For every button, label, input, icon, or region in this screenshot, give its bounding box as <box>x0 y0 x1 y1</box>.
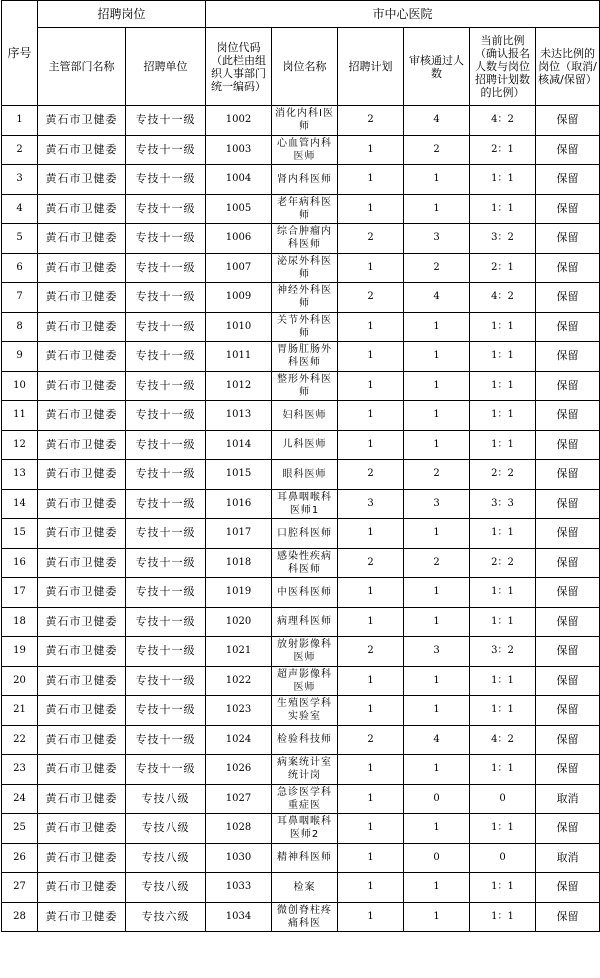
code-cell: 1028 <box>206 814 272 844</box>
passed-cell: 2 <box>404 548 470 578</box>
plan-cell: 2 <box>338 548 404 578</box>
seq-cell: 11 <box>2 401 38 431</box>
table-row <box>2 165 600 195</box>
dept-cell: 黄石市卫健委 <box>38 401 126 431</box>
passed-cell: 1 <box>404 165 470 195</box>
seq-cell: 23 <box>2 755 38 785</box>
passed-cell: 1 <box>404 194 470 224</box>
status-cell: 取消 <box>536 784 600 814</box>
code-cell: 1002 <box>206 106 272 136</box>
seq-cell: 22 <box>2 725 38 755</box>
ratio-cell: 4：2 <box>470 106 536 136</box>
status-cell: 保留 <box>536 194 600 224</box>
dept-cell: 黄石市卫健委 <box>38 135 126 165</box>
table-row <box>2 342 600 372</box>
passed-cell: 0 <box>404 784 470 814</box>
passed-cell: 1 <box>404 814 470 844</box>
status-cell: 取消 <box>536 843 600 873</box>
plan-header: 招聘计划 <box>338 28 404 106</box>
post-cell: 病案统计室统计岗 <box>272 755 338 785</box>
table-row <box>2 401 600 431</box>
seq-cell: 18 <box>2 607 38 637</box>
status-cell: 保留 <box>536 725 600 755</box>
dept-cell: 黄石市卫健委 <box>38 460 126 490</box>
unit-cell: 专技十一级 <box>126 460 206 490</box>
dept-cell: 黄石市卫健委 <box>38 165 126 195</box>
recruitment-table <box>1 0 600 932</box>
plan-cell: 1 <box>338 401 404 431</box>
seq-cell: 16 <box>2 548 38 578</box>
ratio-cell: 1：1 <box>470 430 536 460</box>
code-cell: 1005 <box>206 194 272 224</box>
unit-cell: 专技十一级 <box>126 489 206 519</box>
unit-cell: 专技十一级 <box>126 519 206 549</box>
plan-cell: 1 <box>338 578 404 608</box>
ratio-cell: 0 <box>470 784 536 814</box>
post-cell: 耳鼻咽喉科医师1 <box>272 489 338 519</box>
code-cell: 1004 <box>206 165 272 195</box>
table-row <box>2 135 600 165</box>
unit-header: 招聘单位 <box>126 28 206 106</box>
post-cell: 口腔科医师 <box>272 519 338 549</box>
table-row <box>2 755 600 785</box>
dept-cell: 黄石市卫健委 <box>38 902 126 932</box>
status-cell: 保留 <box>536 873 600 903</box>
unit-cell: 专技十一级 <box>126 607 206 637</box>
post-cell: 神经外科医师 <box>272 283 338 313</box>
seq-cell: 7 <box>2 283 38 313</box>
plan-cell: 1 <box>338 165 404 195</box>
dept-cell: 黄石市卫健委 <box>38 371 126 401</box>
passed-cell: 1 <box>404 578 470 608</box>
ratio-cell: 0 <box>470 843 536 873</box>
ratio-cell: 4：2 <box>470 725 536 755</box>
post-cell: 急诊医学科重症医 <box>272 784 338 814</box>
code-cell: 1009 <box>206 283 272 313</box>
passed-header: 审核通过人数 <box>404 28 470 106</box>
code-cell: 1020 <box>206 607 272 637</box>
code-cell: 1007 <box>206 253 272 283</box>
plan-cell: 1 <box>338 814 404 844</box>
unit-cell: 专技十一级 <box>126 430 206 460</box>
status-cell: 保留 <box>536 548 600 578</box>
post-cell: 消化内科Ⅰ医师 <box>272 106 338 136</box>
table-row <box>2 843 600 873</box>
post-cell: 眼科医师 <box>272 460 338 490</box>
dept-cell: 黄石市卫健委 <box>38 194 126 224</box>
seq-cell: 3 <box>2 165 38 195</box>
ratio-cell: 1：1 <box>470 519 536 549</box>
passed-cell: 1 <box>404 371 470 401</box>
passed-cell: 2 <box>404 460 470 490</box>
table-row <box>2 489 600 519</box>
seq-cell: 6 <box>2 253 38 283</box>
unit-cell: 专技十一级 <box>126 224 206 254</box>
passed-cell: 4 <box>404 725 470 755</box>
hospital-group-header: 市中心医院 <box>206 1 600 28</box>
ratio-cell: 1：1 <box>470 873 536 903</box>
table-row <box>2 666 600 696</box>
passed-cell: 3 <box>404 489 470 519</box>
status-cell: 保留 <box>536 106 600 136</box>
dept-cell: 黄石市卫健委 <box>38 312 126 342</box>
code-cell: 1026 <box>206 755 272 785</box>
table-row <box>2 283 600 313</box>
ratio-cell: 3：3 <box>470 489 536 519</box>
table-row <box>2 312 600 342</box>
plan-cell: 1 <box>338 253 404 283</box>
ratio-cell: 1：1 <box>470 814 536 844</box>
seq-header: 序号 <box>2 1 38 106</box>
plan-cell: 1 <box>338 843 404 873</box>
unit-cell: 专技十一级 <box>126 342 206 372</box>
ratio-cell: 1：1 <box>470 342 536 372</box>
status-cell: 保留 <box>536 165 600 195</box>
ratio-header: 当前比例（确认报名人数与岗位招聘计划数的比例） <box>470 28 536 106</box>
dept-cell: 黄石市卫健委 <box>38 666 126 696</box>
post-cell: 病理科医师 <box>272 607 338 637</box>
post-cell: 关节外科医师 <box>272 312 338 342</box>
ratio-cell: 2：1 <box>470 253 536 283</box>
post-cell: 耳鼻咽喉科医师2 <box>272 814 338 844</box>
plan-cell: 1 <box>338 135 404 165</box>
plan-cell: 2 <box>338 725 404 755</box>
seq-cell: 24 <box>2 784 38 814</box>
post-header: 岗位名称 <box>272 28 338 106</box>
plan-cell: 1 <box>338 873 404 903</box>
unit-cell: 专技八级 <box>126 843 206 873</box>
post-cell: 老年病科医师 <box>272 194 338 224</box>
status-cell: 保留 <box>536 253 600 283</box>
ratio-cell: 1：1 <box>470 578 536 608</box>
seq-cell: 26 <box>2 843 38 873</box>
table-body <box>2 106 600 932</box>
code-cell: 1012 <box>206 371 272 401</box>
unit-cell: 专技十一级 <box>126 666 206 696</box>
post-cell: 心血管内科医师 <box>272 135 338 165</box>
plan-cell: 1 <box>338 902 404 932</box>
seq-cell: 20 <box>2 666 38 696</box>
unit-cell: 专技十一级 <box>126 725 206 755</box>
seq-cell: 21 <box>2 696 38 726</box>
plan-cell: 2 <box>338 283 404 313</box>
code-cell: 1024 <box>206 725 272 755</box>
ratio-cell: 1：1 <box>470 194 536 224</box>
plan-cell: 2 <box>338 106 404 136</box>
code-cell: 1015 <box>206 460 272 490</box>
status-cell: 保留 <box>536 519 600 549</box>
ratio-cell: 1：1 <box>470 312 536 342</box>
passed-cell: 1 <box>404 755 470 785</box>
seq-cell: 27 <box>2 873 38 903</box>
passed-cell: 1 <box>404 312 470 342</box>
post-cell: 放射影像科医师 <box>272 637 338 667</box>
passed-cell: 1 <box>404 902 470 932</box>
post-cell: 儿科医师 <box>272 430 338 460</box>
dept-cell: 黄石市卫健委 <box>38 224 126 254</box>
table-row <box>2 696 600 726</box>
ratio-cell: 3：2 <box>470 637 536 667</box>
code-cell: 1016 <box>206 489 272 519</box>
status-cell: 保留 <box>536 607 600 637</box>
status-cell: 保留 <box>536 135 600 165</box>
dept-cell: 黄石市卫健委 <box>38 489 126 519</box>
plan-cell: 1 <box>338 784 404 814</box>
passed-cell: 1 <box>404 696 470 726</box>
passed-cell: 2 <box>404 253 470 283</box>
status-cell: 保留 <box>536 902 600 932</box>
status-cell: 保留 <box>536 430 600 460</box>
plan-cell: 1 <box>338 430 404 460</box>
passed-cell: 1 <box>404 519 470 549</box>
status-header: 未达比例的岗位（取消/核减/保留） <box>536 28 600 106</box>
unit-cell: 专技六级 <box>126 902 206 932</box>
code-cell: 1027 <box>206 784 272 814</box>
table-row <box>2 607 600 637</box>
dept-cell: 黄石市卫健委 <box>38 696 126 726</box>
passed-cell: 1 <box>404 607 470 637</box>
seq-cell: 28 <box>2 902 38 932</box>
seq-cell: 1 <box>2 106 38 136</box>
seq-cell: 19 <box>2 637 38 667</box>
plan-cell: 1 <box>338 342 404 372</box>
post-cell: 超声影像科医师 <box>272 666 338 696</box>
table-row <box>2 106 600 136</box>
recruitment-post-group-header: 招聘岗位 <box>38 1 206 28</box>
table-row <box>2 814 600 844</box>
passed-cell: 1 <box>404 666 470 696</box>
ratio-cell: 1：1 <box>470 755 536 785</box>
code-header: 岗位代码（此栏由组织人事部门统一编码） <box>206 28 272 106</box>
ratio-cell: 1：1 <box>470 607 536 637</box>
dept-cell: 黄石市卫健委 <box>38 283 126 313</box>
status-cell: 保留 <box>536 342 600 372</box>
code-cell: 1014 <box>206 430 272 460</box>
code-cell: 1030 <box>206 843 272 873</box>
code-cell: 1019 <box>206 578 272 608</box>
table-row <box>2 253 600 283</box>
unit-cell: 专技十一级 <box>126 312 206 342</box>
status-cell: 保留 <box>536 283 600 313</box>
code-cell: 1021 <box>206 637 272 667</box>
table-row <box>2 519 600 549</box>
table-header <box>2 1 600 106</box>
ratio-cell: 2：2 <box>470 460 536 490</box>
passed-cell: 1 <box>404 430 470 460</box>
passed-cell: 2 <box>404 135 470 165</box>
unit-cell: 专技十一级 <box>126 371 206 401</box>
code-cell: 1033 <box>206 873 272 903</box>
unit-cell: 专技十一级 <box>126 548 206 578</box>
plan-cell: 1 <box>338 519 404 549</box>
unit-cell: 专技十一级 <box>126 755 206 785</box>
status-cell: 保留 <box>536 755 600 785</box>
dept-cell: 黄石市卫健委 <box>38 725 126 755</box>
dept-cell: 黄石市卫健委 <box>38 519 126 549</box>
dept-cell: 黄石市卫健委 <box>38 637 126 667</box>
code-cell: 1017 <box>206 519 272 549</box>
status-cell: 保留 <box>536 224 600 254</box>
seq-cell: 5 <box>2 224 38 254</box>
unit-cell: 专技八级 <box>126 873 206 903</box>
table-row <box>2 430 600 460</box>
plan-cell: 2 <box>338 460 404 490</box>
post-cell: 综合肿瘤内科医师 <box>272 224 338 254</box>
status-cell: 保留 <box>536 814 600 844</box>
seq-cell: 17 <box>2 578 38 608</box>
passed-cell: 1 <box>404 401 470 431</box>
passed-cell: 1 <box>404 342 470 372</box>
code-cell: 1010 <box>206 312 272 342</box>
ratio-cell: 1：1 <box>470 401 536 431</box>
seq-cell: 25 <box>2 814 38 844</box>
unit-cell: 专技十一级 <box>126 696 206 726</box>
table-row <box>2 873 600 903</box>
dept-cell: 黄石市卫健委 <box>38 548 126 578</box>
ratio-cell: 3：2 <box>470 224 536 254</box>
code-cell: 1006 <box>206 224 272 254</box>
passed-cell: 3 <box>404 637 470 667</box>
plan-cell: 3 <box>338 489 404 519</box>
post-cell: 中医科医师 <box>272 578 338 608</box>
seq-cell: 9 <box>2 342 38 372</box>
table-row <box>2 194 600 224</box>
unit-cell: 专技十一级 <box>126 135 206 165</box>
dept-cell: 黄石市卫健委 <box>38 843 126 873</box>
status-cell: 保留 <box>536 460 600 490</box>
status-cell: 保留 <box>536 371 600 401</box>
ratio-cell: 1：1 <box>470 902 536 932</box>
post-cell: 妇科医师 <box>272 401 338 431</box>
plan-cell: 2 <box>338 637 404 667</box>
table-row <box>2 371 600 401</box>
unit-cell: 专技十一级 <box>126 283 206 313</box>
post-cell: 肾内科医师 <box>272 165 338 195</box>
unit-cell: 专技十一级 <box>126 401 206 431</box>
dept-cell: 黄石市卫健委 <box>38 430 126 460</box>
post-cell: 微创脊柱疼痛科医 <box>272 902 338 932</box>
dept-cell: 黄石市卫健委 <box>38 784 126 814</box>
table-row <box>2 578 600 608</box>
passed-cell: 4 <box>404 283 470 313</box>
code-cell: 1013 <box>206 401 272 431</box>
dept-cell: 黄石市卫健委 <box>38 607 126 637</box>
table-row <box>2 548 600 578</box>
dept-cell: 黄石市卫健委 <box>38 253 126 283</box>
ratio-cell: 2：2 <box>470 548 536 578</box>
dept-header: 主管部门名称 <box>38 28 126 106</box>
seq-cell: 15 <box>2 519 38 549</box>
passed-cell: 4 <box>404 106 470 136</box>
unit-cell: 专技十一级 <box>126 637 206 667</box>
post-cell: 整形外科医师 <box>272 371 338 401</box>
status-cell: 保留 <box>536 401 600 431</box>
code-cell: 1018 <box>206 548 272 578</box>
post-cell: 胃肠肛肠外科医师 <box>272 342 338 372</box>
ratio-cell: 4：2 <box>470 283 536 313</box>
status-cell: 保留 <box>536 489 600 519</box>
unit-cell: 专技八级 <box>126 784 206 814</box>
code-cell: 1023 <box>206 696 272 726</box>
status-cell: 保留 <box>536 578 600 608</box>
dept-cell: 黄石市卫健委 <box>38 106 126 136</box>
passed-cell: 3 <box>404 224 470 254</box>
ratio-cell: 2：1 <box>470 135 536 165</box>
unit-cell: 专技十一级 <box>126 106 206 136</box>
table-row <box>2 224 600 254</box>
post-cell: 检验科技师 <box>272 725 338 755</box>
post-cell: 泌尿外科医师 <box>272 253 338 283</box>
passed-cell: 1 <box>404 873 470 903</box>
status-cell: 保留 <box>536 666 600 696</box>
code-cell: 1011 <box>206 342 272 372</box>
unit-cell: 专技十一级 <box>126 194 206 224</box>
unit-cell: 专技八级 <box>126 814 206 844</box>
dept-cell: 黄石市卫健委 <box>38 814 126 844</box>
seq-cell: 10 <box>2 371 38 401</box>
seq-cell: 8 <box>2 312 38 342</box>
plan-cell: 1 <box>338 696 404 726</box>
ratio-cell: 1：1 <box>470 371 536 401</box>
plan-cell: 1 <box>338 607 404 637</box>
status-cell: 保留 <box>536 696 600 726</box>
table-row <box>2 725 600 755</box>
dept-cell: 黄石市卫健委 <box>38 342 126 372</box>
code-cell: 1034 <box>206 902 272 932</box>
plan-cell: 1 <box>338 312 404 342</box>
dept-cell: 黄石市卫健委 <box>38 873 126 903</box>
plan-cell: 1 <box>338 755 404 785</box>
passed-cell: 0 <box>404 843 470 873</box>
seq-cell: 4 <box>2 194 38 224</box>
post-cell: 生殖医学科实验室 <box>272 696 338 726</box>
unit-cell: 专技十一级 <box>126 253 206 283</box>
seq-cell: 14 <box>2 489 38 519</box>
table-row <box>2 460 600 490</box>
dept-cell: 黄石市卫健委 <box>38 578 126 608</box>
ratio-cell: 1：1 <box>470 165 536 195</box>
status-cell: 保留 <box>536 312 600 342</box>
plan-cell: 1 <box>338 666 404 696</box>
post-cell: 检案 <box>272 873 338 903</box>
seq-cell: 2 <box>2 135 38 165</box>
seq-cell: 13 <box>2 460 38 490</box>
plan-cell: 1 <box>338 194 404 224</box>
ratio-cell: 1：1 <box>470 666 536 696</box>
unit-cell: 专技十一级 <box>126 165 206 195</box>
seq-cell: 12 <box>2 430 38 460</box>
table-row <box>2 902 600 932</box>
unit-cell: 专技十一级 <box>126 578 206 608</box>
plan-cell: 1 <box>338 371 404 401</box>
post-cell: 精神科医师 <box>272 843 338 873</box>
code-cell: 1022 <box>206 666 272 696</box>
ratio-cell: 1：1 <box>470 696 536 726</box>
status-cell: 保留 <box>536 637 600 667</box>
table-row <box>2 784 600 814</box>
code-cell: 1003 <box>206 135 272 165</box>
plan-cell: 2 <box>338 224 404 254</box>
dept-cell: 黄石市卫健委 <box>38 755 126 785</box>
post-cell: 感染性疾病科医师 <box>272 548 338 578</box>
table-row <box>2 637 600 667</box>
